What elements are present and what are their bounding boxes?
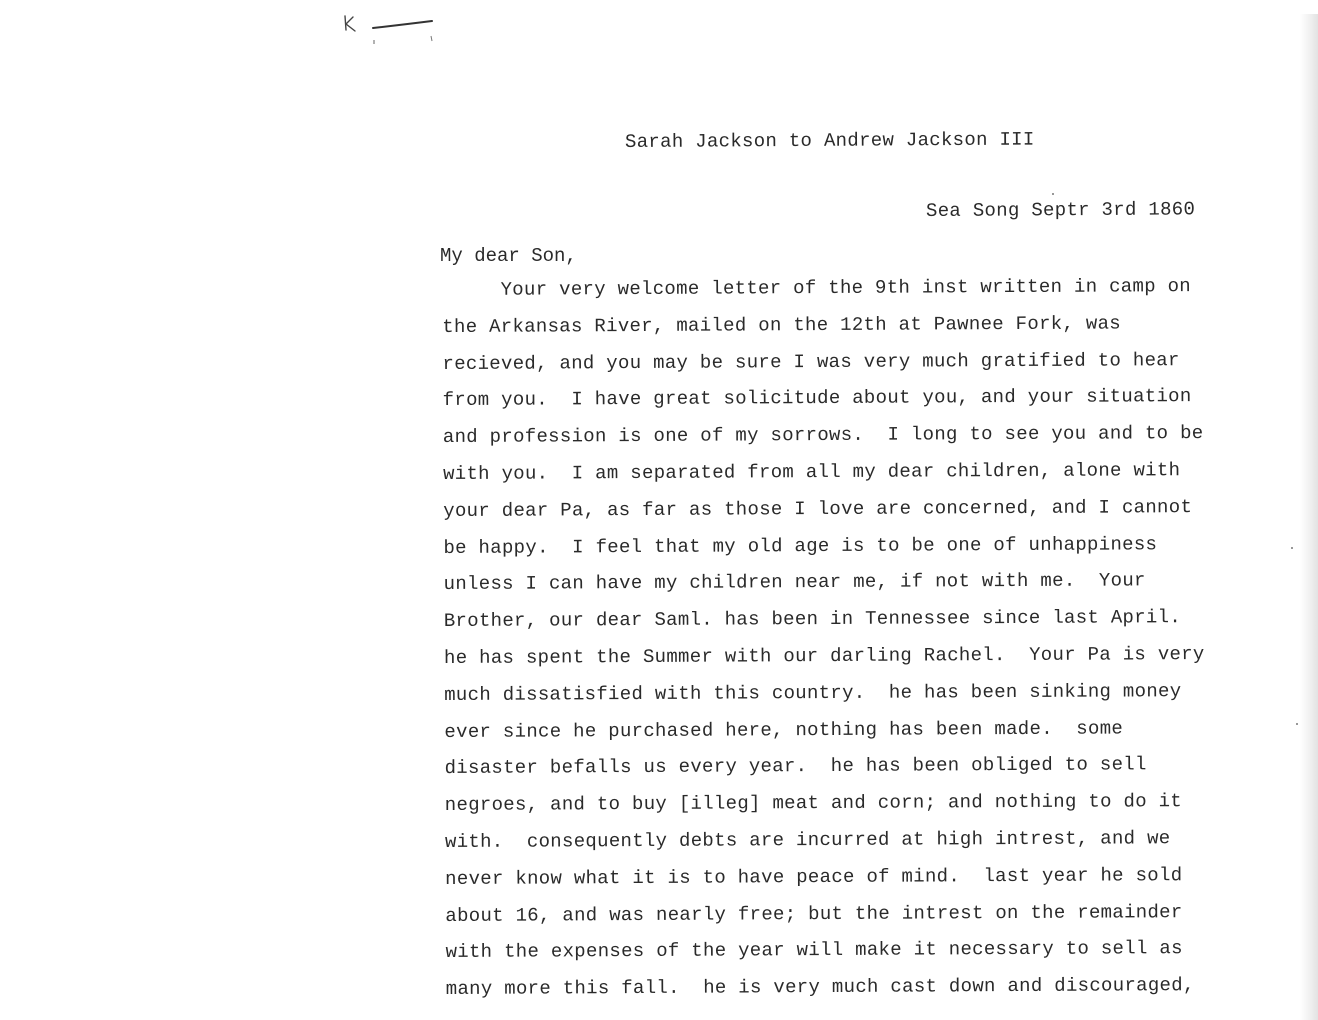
- body-line: ever since he purchased here, nothing has been made. some: [444, 717, 1124, 743]
- body-line: from you. I have great solicitude about you, and your situation: [442, 385, 1192, 412]
- scan-speck: [1052, 193, 1054, 195]
- body-line: unless I can have my children near me, if not with me. Your: [443, 569, 1146, 596]
- body-line: the Arkansas River, mailed on the 12th at Pawnee Fork, was: [442, 312, 1122, 338]
- letter-salutation: My dear Son,: [440, 245, 577, 267]
- body-line: many more this fall. he is very much cast down and discouraged,: [445, 974, 1195, 1001]
- body-line: about 16, and was nearly free; but the intrest on the remainder: [445, 900, 1183, 927]
- body-line: with you. I am separated from all my dear children, alone with: [442, 459, 1181, 485]
- body-line: and profession is one of my sorrows. I long to see you and to be: [442, 422, 1204, 449]
- body-line: be happy. I feel that my old age is to be one of unhappiness: [443, 532, 1158, 559]
- body-line: Brother, our dear Saml. has been in Tennessee since last April.: [443, 606, 1182, 633]
- page-edge-shadow: [1300, 14, 1318, 1020]
- letter-title: Sarah Jackson to Andrew Jackson III: [624, 128, 1035, 153]
- body-line: your dear Pa, as far as those I love are concerned, and I cannot: [443, 495, 1193, 522]
- letter-body: [442, 272, 1266, 1012]
- scan-speck: [1296, 723, 1298, 725]
- body-line: disaster befalls us every year. he has been obliged to sell: [444, 753, 1147, 780]
- scan-speck: [1291, 547, 1293, 549]
- body-line: never know what it is to have peace of mind. last year he sold: [445, 863, 1183, 890]
- body-line: he has spent the Summer with our darling Rachel. Your Pa is very: [443, 642, 1205, 669]
- body-line: Your very welcome letter of the 9th inst written in camp on: [442, 275, 1192, 301]
- body-line: recieved, and you may be sure I was very much gratified to hear: [442, 348, 1180, 375]
- handwritten-margin-mark: [340, 12, 440, 52]
- body-line: much dissatisfied with this country. he has been sinking money: [444, 679, 1182, 706]
- body-line: negroes, and to buy [illeg] meat and corn; and nothing to do it: [444, 790, 1183, 817]
- body-line: with. consequently debts are incurred at high intrest, and we: [444, 827, 1171, 853]
- letter-dateline: Sea Song Septr 3rd 1860: [925, 198, 1196, 222]
- body-line: with the expenses of the year will make it necessary to sell as: [445, 937, 1183, 964]
